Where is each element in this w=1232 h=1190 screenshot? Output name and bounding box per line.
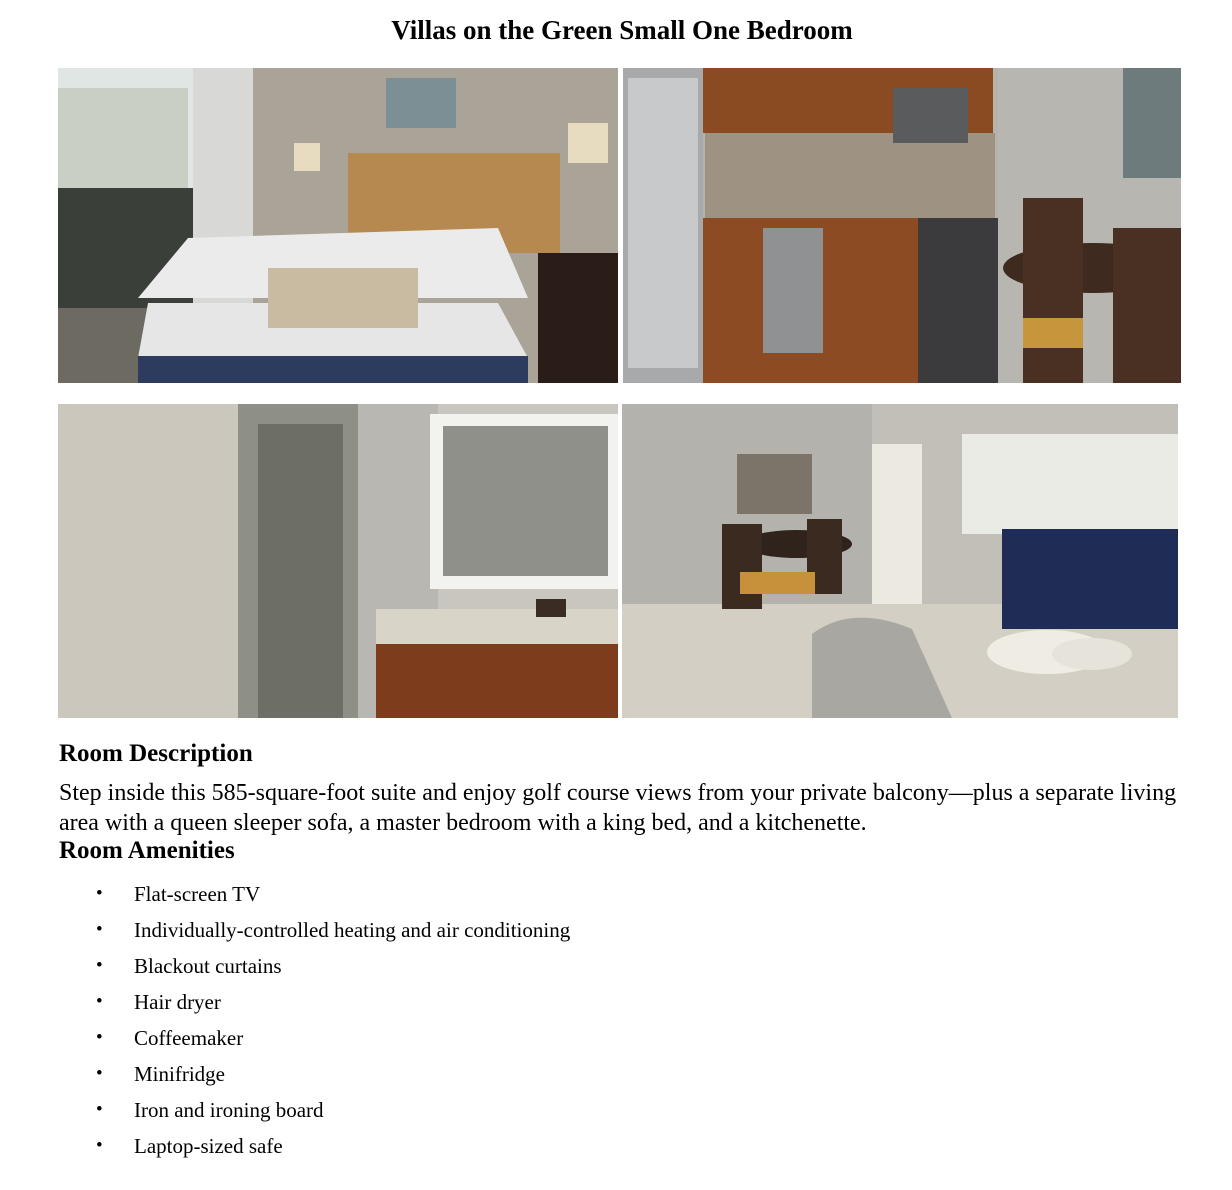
amenity-label: Flat-screen TV: [134, 882, 261, 906]
bullet-icon: •: [96, 991, 103, 1012]
amenity-label: Laptop-sized safe: [134, 1134, 283, 1158]
amenity-label: Hair dryer: [134, 990, 221, 1014]
amenity-item: [0, 1128, 570, 1164]
room-amenities-heading: Room Amenities: [59, 837, 235, 864]
bullet-icon: •: [96, 883, 103, 904]
amenity-item: [0, 948, 570, 984]
amenity-item: [0, 1020, 570, 1056]
living-room-photo: [622, 404, 1178, 718]
amenity-item: [0, 1056, 570, 1092]
bullet-icon: •: [96, 1027, 103, 1048]
room-description-heading: Room Description: [59, 740, 253, 767]
bullet-icon: •: [96, 1099, 103, 1120]
amenity-item: [0, 912, 570, 948]
bullet-icon: •: [96, 1135, 103, 1156]
amenity-item: [0, 876, 570, 912]
page-title: Villas on the Green Small One Bedroom: [391, 15, 853, 45]
amenity-label: Iron and ironing board: [134, 1098, 324, 1122]
amenity-label: Coffeemaker: [134, 1026, 244, 1050]
amenity-label: Individually-controlled heating and air conditioning: [134, 918, 571, 942]
amenities-list: [0, 876, 570, 1164]
bullet-icon: •: [96, 1063, 103, 1084]
amenity-label: Minifridge: [134, 1062, 225, 1086]
amenity-item: [0, 984, 570, 1020]
bullet-icon: •: [96, 955, 103, 976]
amenity-item: [0, 1092, 570, 1128]
bathroom-photo: [58, 404, 618, 718]
amenity-label: Blackout curtains: [134, 954, 282, 978]
kitchen-photo: [623, 68, 1181, 383]
bullet-icon: •: [96, 919, 103, 940]
bedroom-photo: [58, 68, 618, 383]
room-description-text: Step inside this 585-square-foot suite and enjoy golf course views from your private balcony—plus a separate living area with a queen sleeper sofa, a master bedroom with a king bed, and a kitchenette.: [59, 780, 1177, 836]
